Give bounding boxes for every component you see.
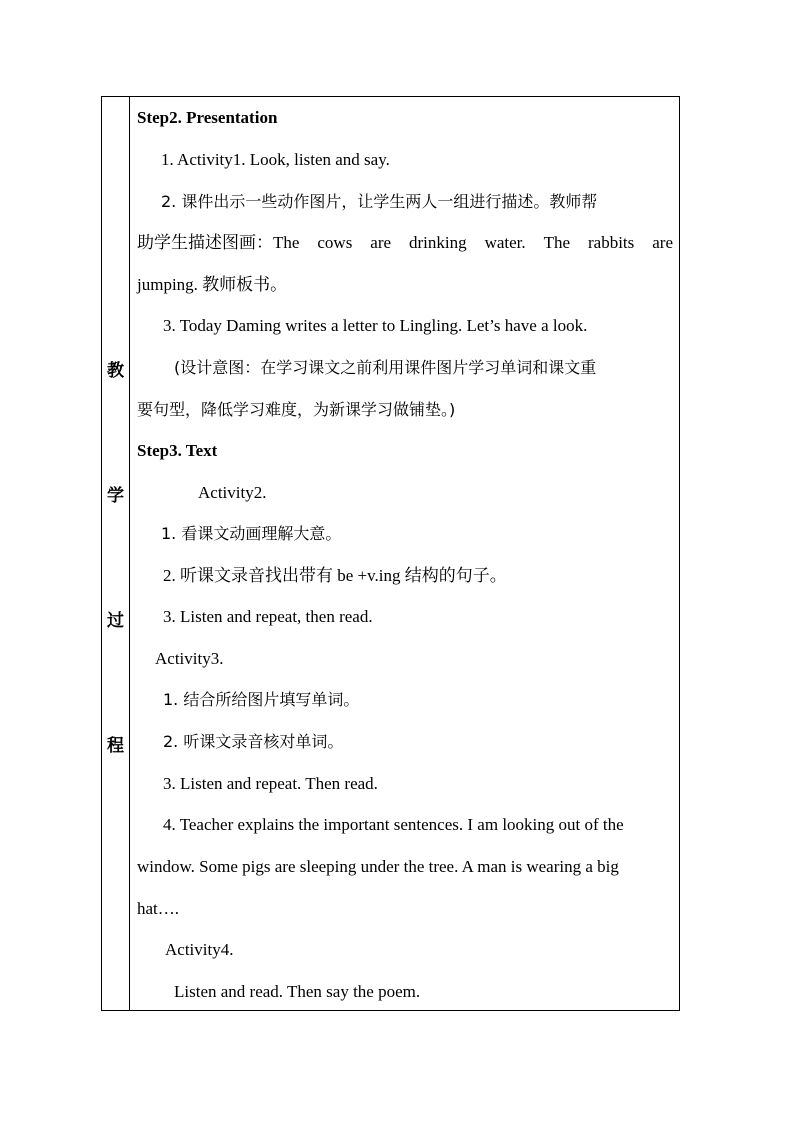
side-label-char-4: 程 <box>107 736 124 756</box>
item2-line-1: 2. 课件出示一些动作图片，让学生两人一组进行描述。教师帮 <box>161 192 598 211</box>
activity3-item4-line-1: 4. Teacher explains the important sentences. I am looking out of the <box>163 815 624 834</box>
activity2-item2: 2. 听课文录音找出带有 be +v.ing 结构的句子。 <box>163 566 507 585</box>
side-label-char-3: 过 <box>107 611 124 631</box>
activity3-item4-line-2: window. Some pigs are sleeping under the tree. A man is wearing a big <box>137 857 619 876</box>
activity3-heading: Activity3. <box>155 649 224 668</box>
item2-line-3: jumping. 教师板书。 <box>137 275 288 294</box>
activity3-item1: 1. 结合所给图片填写单词。 <box>163 690 360 709</box>
side-label-char-1: 教 <box>107 361 124 381</box>
activity3-item4-line-3: hat…. <box>137 899 180 918</box>
side-label-column <box>102 97 130 1010</box>
item3-line: 3. Today Daming writes a letter to Lingling. Let’s have a look. <box>163 316 588 335</box>
activity3-item2: 2. 听课文录音核对单词。 <box>163 732 344 751</box>
step2-heading: Step2. Presentation <box>137 108 278 127</box>
activity4-heading: Activity4. <box>165 940 234 959</box>
activity2-heading: Activity2. <box>198 483 267 502</box>
activity2-item1: 1. 看课文动画理解大意。 <box>161 524 342 543</box>
activity4-text: Listen and read. Then say the poem. <box>174 982 421 1001</box>
side-label-char-2: 学 <box>107 486 124 506</box>
activity3-item3: 3. Listen and repeat. Then read. <box>163 774 378 793</box>
design-intent-line-1: (设计意图：在学习课文之前利用课件图片学习单词和课文重 <box>174 358 597 377</box>
design-intent-line-2: 要句型，降低学习难度，为新课学习做铺垫。) <box>137 400 456 419</box>
activity1-line: 1. Activity1. Look, listen and say. <box>161 150 390 169</box>
item2-line-2: 助学生描述图画：The cows are drinking water. The rabbits are <box>137 233 673 252</box>
step3-heading: Step3. Text <box>137 441 218 460</box>
activity2-item3: 3. Listen and repeat, then read. <box>163 607 373 626</box>
